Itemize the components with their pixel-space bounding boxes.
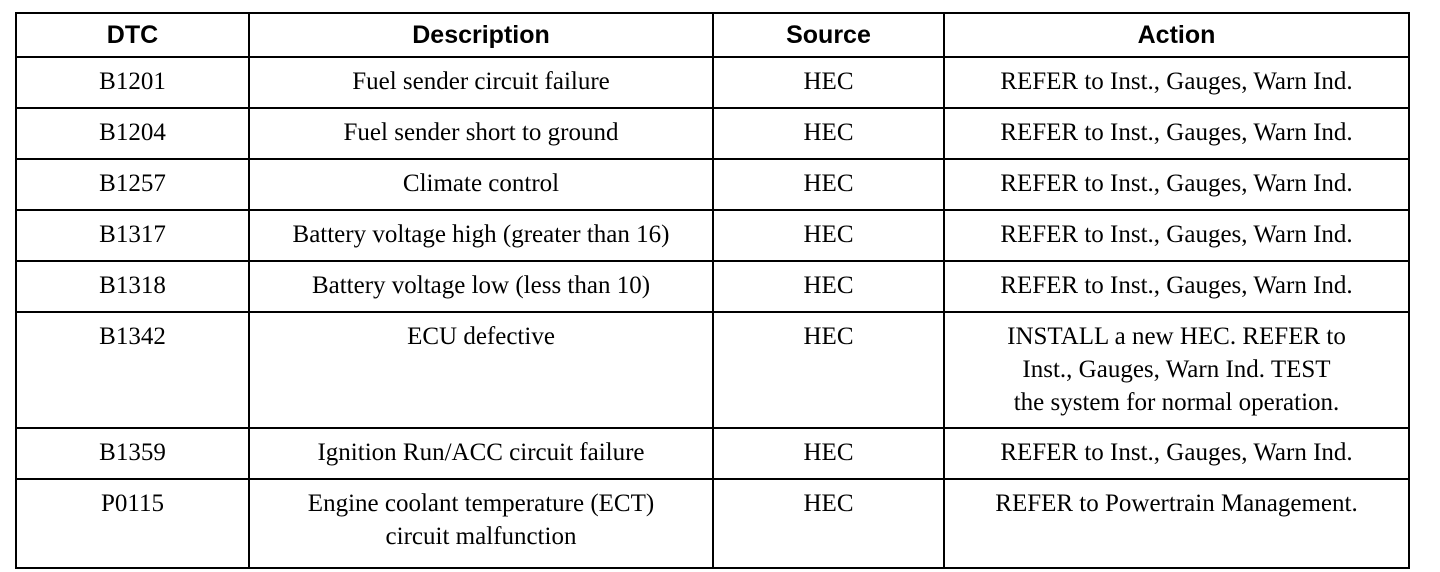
cell-description: Ignition Run/ACC circuit failure — [249, 428, 713, 479]
header-description: Description — [249, 13, 713, 57]
table-row — [16, 108, 1409, 159]
cell-source: HEC — [713, 159, 944, 210]
cell-action: REFER to Inst., Gauges, Warn Ind. — [944, 108, 1409, 159]
cell-action: REFER to Inst., Gauges, Warn Ind. — [944, 210, 1409, 261]
cell-action: REFER to Inst., Gauges, Warn Ind. — [944, 159, 1409, 210]
cell-action: REFER to Inst., Gauges, Warn Ind. — [944, 428, 1409, 479]
cell-source: HEC — [713, 312, 944, 428]
cell-description: Climate control — [249, 159, 713, 210]
table-row — [16, 479, 1409, 568]
cell-dtc: B1257 — [16, 159, 249, 210]
cell-action: REFER to Inst., Gauges, Warn Ind. — [944, 57, 1409, 108]
cell-source: HEC — [713, 57, 944, 108]
cell-dtc: B1342 — [16, 312, 249, 428]
cell-source: HEC — [713, 210, 944, 261]
cell-source: HEC — [713, 261, 944, 312]
cell-action: REFER to Powertrain Management. — [944, 479, 1409, 568]
table-row — [16, 261, 1409, 312]
cell-description: Battery voltage low (less than 10) — [249, 261, 713, 312]
header-dtc: DTC — [16, 13, 249, 57]
table-row — [16, 57, 1409, 108]
table-row — [16, 312, 1409, 428]
cell-source: HEC — [713, 479, 944, 568]
cell-source: HEC — [713, 108, 944, 159]
cell-dtc: B1318 — [16, 261, 249, 312]
cell-description: Battery voltage high (greater than 16) — [249, 210, 713, 261]
cell-dtc: B1359 — [16, 428, 249, 479]
cell-description: ECU defective — [249, 312, 713, 428]
cell-dtc: B1201 — [16, 57, 249, 108]
cell-dtc: B1204 — [16, 108, 249, 159]
header-source: Source — [713, 13, 944, 57]
header-action: Action — [944, 13, 1409, 57]
table-row — [16, 210, 1409, 261]
dtc-table — [15, 12, 1410, 569]
header-row — [16, 13, 1409, 57]
cell-dtc: B1317 — [16, 210, 249, 261]
cell-description: Fuel sender circuit failure — [249, 57, 713, 108]
cell-action: INSTALL a new HEC. REFER to Inst., Gauges, Warn Ind. TEST the system for normal operation. — [944, 312, 1409, 428]
cell-description: Fuel sender short to ground — [249, 108, 713, 159]
cell-action: REFER to Inst., Gauges, Warn Ind. — [944, 261, 1409, 312]
cell-source: HEC — [713, 428, 944, 479]
cell-dtc: P0115 — [16, 479, 249, 568]
cell-description: Engine coolant temperature (ECT) circuit malfunction — [249, 479, 713, 568]
table-row — [16, 159, 1409, 210]
table-row — [16, 428, 1409, 479]
